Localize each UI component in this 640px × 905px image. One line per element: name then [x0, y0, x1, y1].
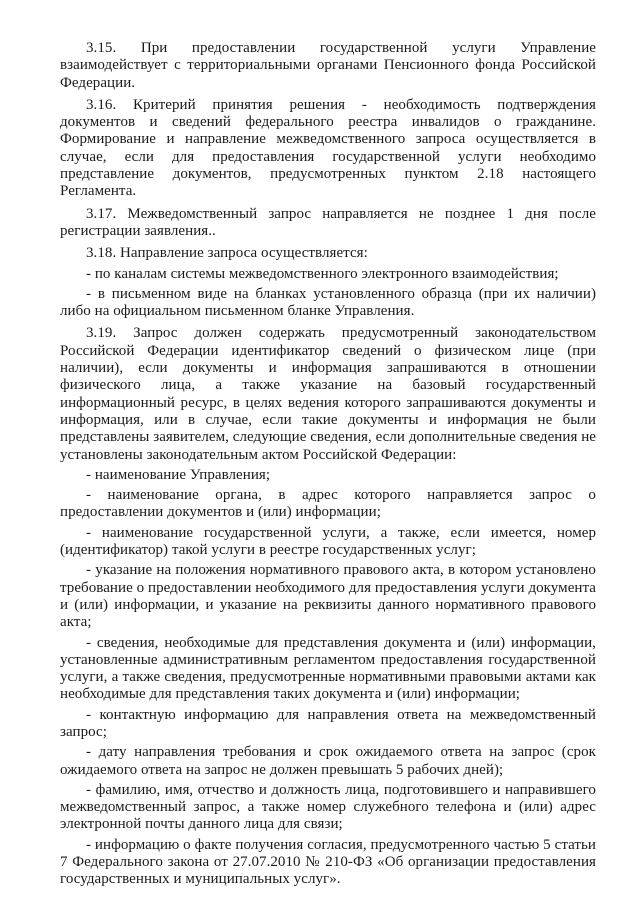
list-item-contact-info: - контактную информацию для направления ответа на межведомственный запрос;: [60, 706, 596, 740]
list-item-electronic-channels: - по каналам системы межведомственного электронного взаимодействия;: [86, 265, 559, 282]
list-item-responsible-person: - фамилию, имя, отчество и должность лица, подготовившего и направившего межведомственный запрос, а также номер служебного телефона и (или) адрес электронной почты данного лица для связи;: [60, 781, 596, 833]
list-item-request-date: - дату направления требования и срок ожидаемого ответа на запрос (срок ожидаемого ответа на запрос не должен превышать 5 рабочих дней);: [60, 744, 596, 778]
list-item-required-info: - сведения, необходимые для представления документа и (или) информации, установленные административным регламентом предоставления государственной услуги, а также сведения, предусмотренные нормативными правовыми актами как необходимые для представления таких документа и (или) информации;: [60, 634, 596, 703]
paragraph-3-17: 3.17. Межведомственный запрос направляется не позднее 1 дня после регистрации заявления..: [60, 205, 596, 239]
list-item-consent-info: - информацию о факте получения согласия, предусмотренного частью 5 статьи 7 Федерального закона от 27.07.2010 № 210-ФЗ «Об организации предоставления государственных и муниципальных услуг».: [60, 836, 596, 888]
list-item-service-name: - наименование государственной услуги, а также, если имеется, номер (идентификатор) такой услуги в реестре государственных услуг;: [60, 524, 596, 559]
paragraph-3-16: 3.16. Критерий принятия решения - необходимость подтверждения документов и сведений федерального реестра инвалидов о гражданине. Формирование и направление межведомственного запроса осуществляется в случае, если для предоставления государственной услуги необходимо представление документов, предусмотренных пунктом 2.18 настоящего Регламента.: [60, 96, 596, 200]
paragraph-3-19: 3.19. Запрос должен содержать предусмотренный законодательством Российской Федерации идентификатор сведений о физическом лице (при наличии), если документы и информация запрашиваются в отношении физического лица, а также указание на базовый государственный информационный ресурс, в целях ведения которого запрашиваются документы и информация, или в случае, если такие документы и информация не были представлены заявителем, следующие сведения, если дополнительные сведения не установлены законодательным актом Российской Федерации:: [60, 325, 596, 463]
list-item-written-form: - в письменном виде на бланках установленного образца (при их наличии) либо на официальном письменном бланке Управления.: [60, 285, 596, 320]
list-item-department-name: - наименование Управления;: [86, 466, 271, 483]
list-item-recipient-organ: - наименование органа, в адрес которого направляется запрос о предоставлении документов и (или) информации;: [60, 487, 596, 521]
list-item-legal-act: - указание на положения нормативного правового акта, в котором установлено требование о предоставлении необходимого для предоставления услуги документа и (или) информации, и указание на реквизиты данного нормативного правового акта;: [60, 562, 596, 631]
paragraph-3-15: 3.15. При предоставлении государственной услуги Управление взаимодействует с территориальными органами Пенсионного фонда Российской Федерации.: [60, 40, 596, 91]
paragraph-3-18: 3.18. Направление запроса осуществляется:: [86, 245, 368, 262]
